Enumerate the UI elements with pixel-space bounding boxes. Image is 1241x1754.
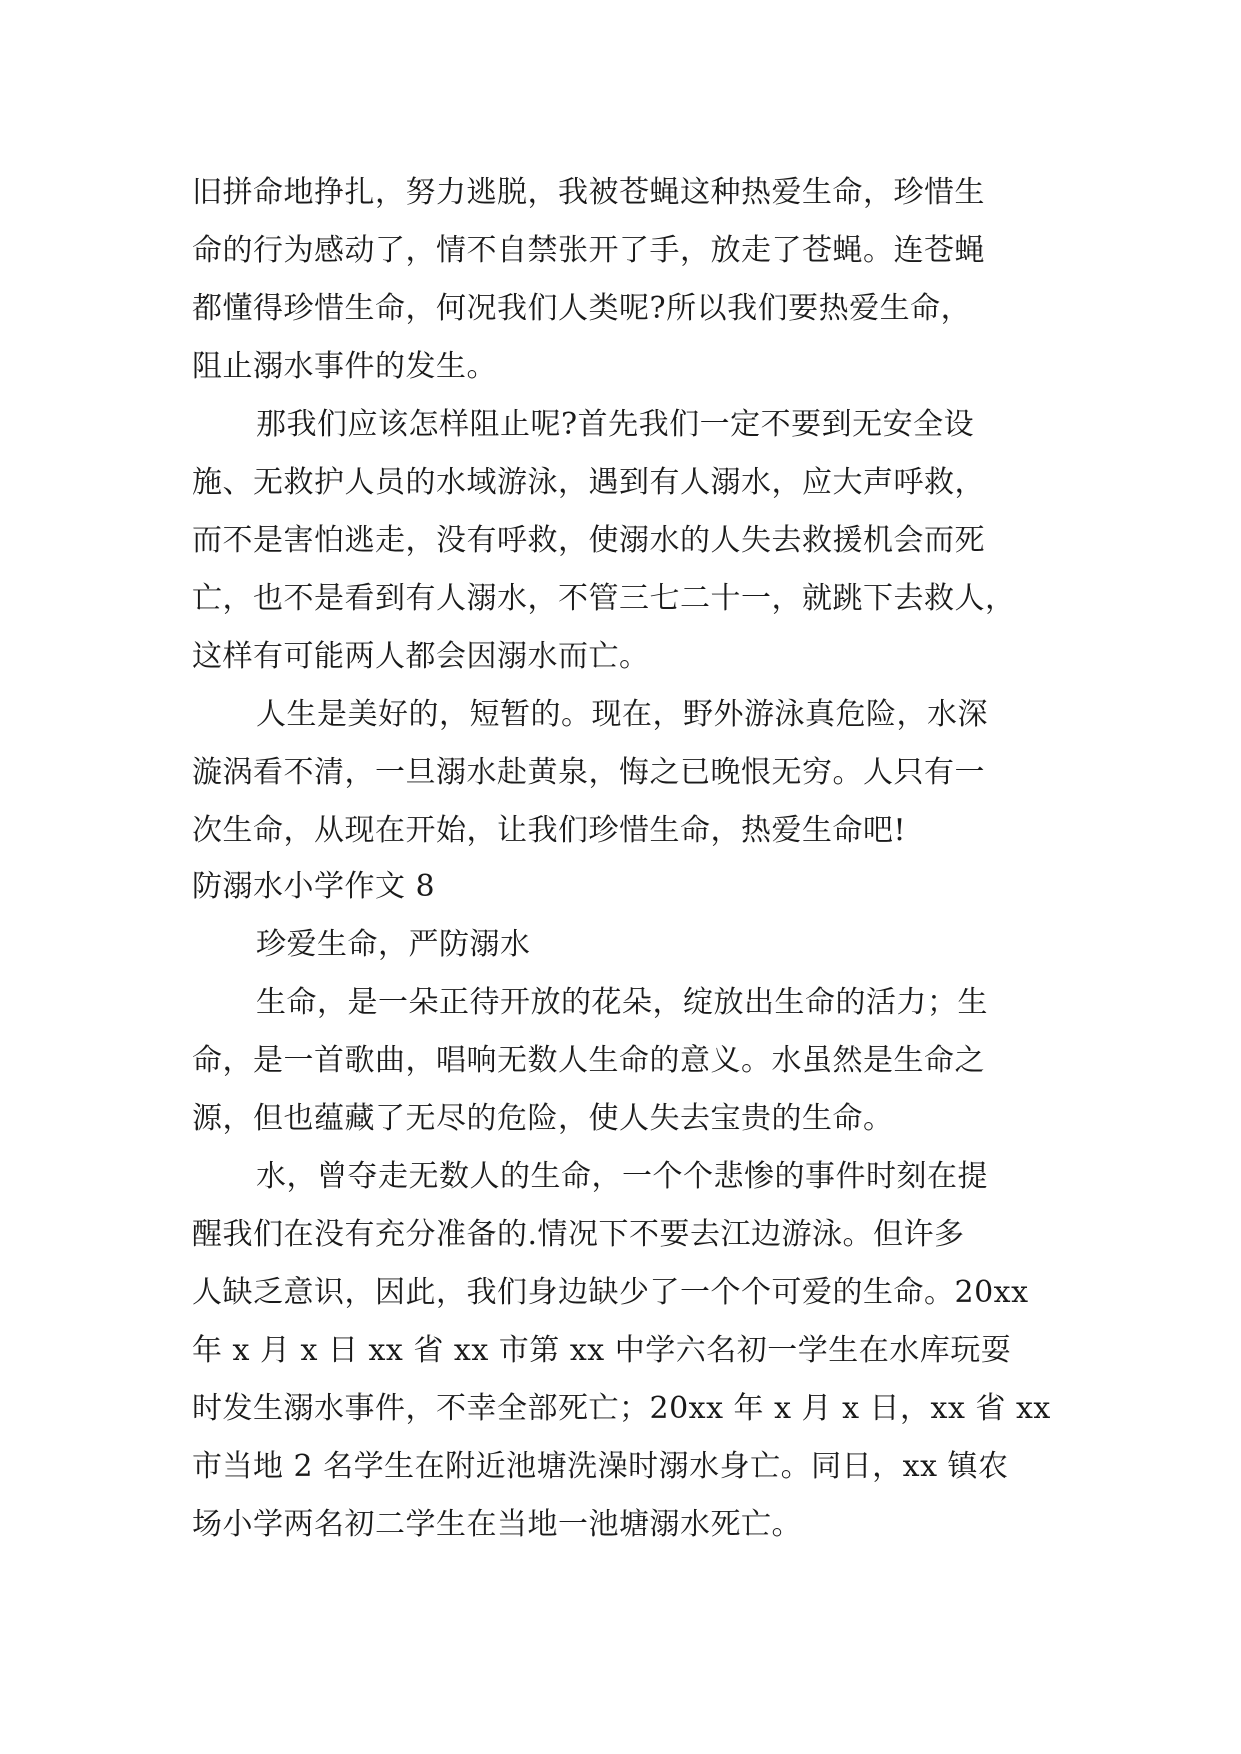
body-text-line: 漩涡看不清，一旦溺水赴黄泉，悔之已晚恨无穷。人只有一 <box>192 755 985 790</box>
body-text-line: 市当地 2 名学生在附近池塘洗澡时溺水身亡。同日，xx 镇农 <box>192 1449 1009 1484</box>
paragraph-first-line: 水，曾夺走无数人的生命，一个个悲惨的事件时刻在提 <box>256 1159 988 1194</box>
body-text-line: 旧拼命地挣扎，努力逃脱，我被苍蝇这种热爱生命，珍惜生 <box>192 175 985 210</box>
body-text-line: 命，是一首歌曲，唱响无数人生命的意义。水虽然是生命之 <box>192 1043 985 1078</box>
paragraph-first-line: 那我们应该怎样阻止呢?首先我们一定不要到无安全设 <box>256 407 975 442</box>
body-text-line: 命的行为感动了，情不自禁张开了手，放走了苍蝇。连苍蝇 <box>192 233 985 268</box>
paragraph-first-line: 人生是美好的，短暂的。现在，野外游泳真危险，水深 <box>256 697 988 732</box>
body-text-line: 这样有可能两人都会因溺水而亡。 <box>192 639 650 674</box>
body-text-line: 施、无救护人员的水域游泳，遇到有人溺水，应大声呼救， <box>192 465 985 500</box>
body-text-line: 都懂得珍惜生命，何况我们人类呢?所以我们要热爱生命， <box>192 291 972 326</box>
body-text-line: 源，但也蕴藏了无尽的危险，使人失去宝贵的生命。 <box>192 1101 894 1136</box>
body-text-line: 而不是害怕逃走，没有呼救，使溺水的人失去救援机会而死 <box>192 523 985 558</box>
body-text-line: 亡，也不是看到有人溺水，不管三七二十一，就跳下去救人， <box>192 581 1016 616</box>
body-text-line: 阻止溺水事件的发生。 <box>192 349 497 384</box>
body-text-line: 年 x 月 x 日 xx 省 xx 市第 xx 中学六名初一学生在水库玩耍 <box>192 1333 1012 1368</box>
section-heading: 防溺水小学作文 8 <box>192 869 436 904</box>
body-text-line: 场小学两名初二学生在当地一池塘溺水死亡。 <box>192 1507 802 1542</box>
body-text-line: 人缺乏意识，因此，我们身边缺少了一个个可爱的生命。20xx <box>192 1275 1029 1310</box>
body-text-line: 时发生溺水事件，不幸全部死亡；20xx 年 x 月 x 日，xx 省 xx <box>192 1391 1051 1426</box>
essay-title: 珍爱生命，严防溺水 <box>256 927 531 962</box>
body-text-line: 次生命，从现在开始，让我们珍惜生命，热爱生命吧! <box>192 813 907 848</box>
body-text-line: 醒我们在没有充分准备的.情况下不要去江边游泳。但许多 <box>192 1217 965 1252</box>
paragraph-first-line: 生命，是一朵正待开放的花朵，绽放出生命的活力；生 <box>256 985 988 1020</box>
